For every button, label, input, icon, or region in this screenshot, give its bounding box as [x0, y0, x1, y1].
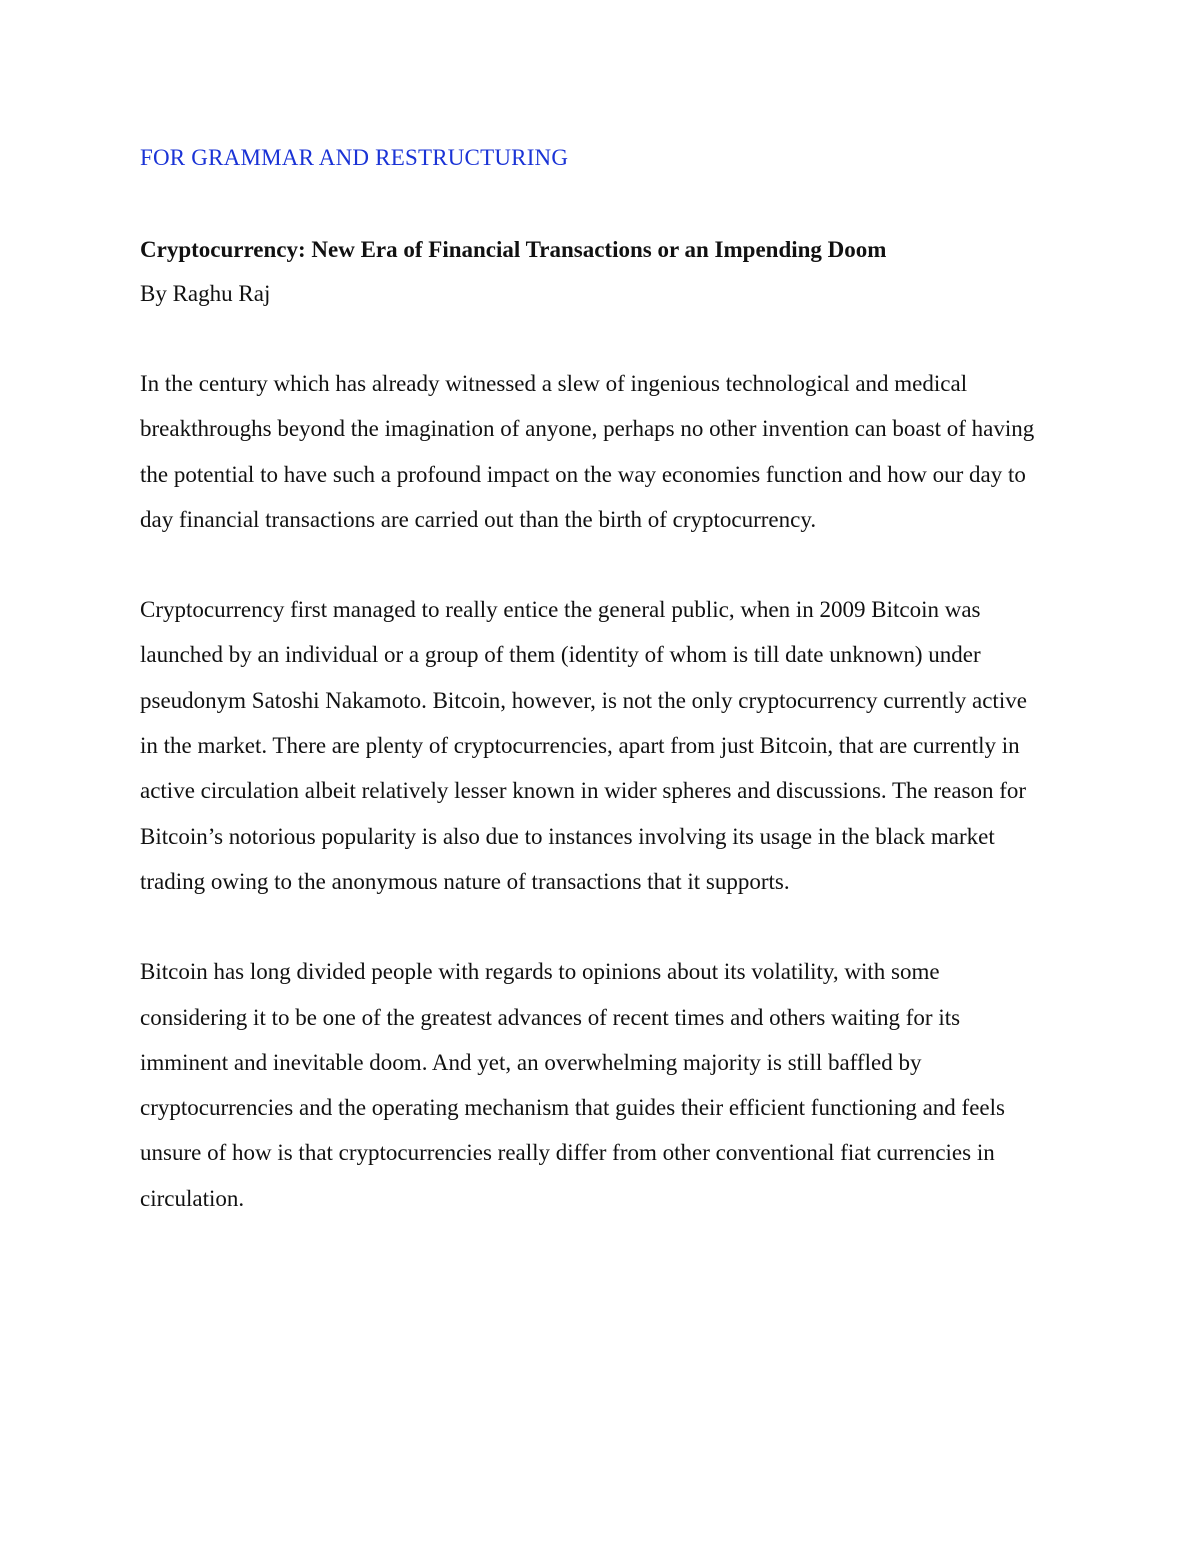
paragraph-1: In the century which has already witnessed a slew of ingenious technological and medical breakthroughs beyond the imagination of anyone, perhaps no other invention can boast of having the potential to have such a profound impact on the way economies function and how our day to day financial transactions are carried out than the birth of cryptocurrency. — [140, 371, 1035, 532]
document-body — [140, 140, 1045, 1221]
article-byline: By Raghu Raj — [140, 281, 271, 306]
paragraph-3: Bitcoin has long divided people with regards to opinions about its volatility, with some considering it to be one of the greatest advances of recent times and others waiting for its imminent and inevitable doom. And yet, an overwhelming majority is still baffled by cryptocurrencies and the operating mechanism that guides their efficient functioning and feels unsure of how is that cryptocurrencies really differ from other conventional fiat currencies in circulation. — [140, 959, 1005, 1211]
paragraph-2: Cryptocurrency first managed to really entice the general public, when in 2009 Bitcoin was launched by an individual or a group of them (identity of whom is till date unknown) under pseudonym Satoshi Nakamoto. Bitcoin, however, is not the only cryptocurrency currently active in the market. There are plenty of cryptocurrencies, apart from just Bitcoin, that are currently in active circulation albeit relatively lesser known in wider spheres and discussions. The reason for Bitcoin’s notorious popularity is also due to instances involving its usage in the black market trading owing to the anonymous nature of transactions that it supports. — [140, 597, 1027, 894]
editing-note-header: FOR GRAMMAR AND RESTRUCTURING — [140, 145, 569, 170]
article-title: Cryptocurrency: New Era of Financial Transactions or an Impending Doom — [140, 237, 887, 262]
